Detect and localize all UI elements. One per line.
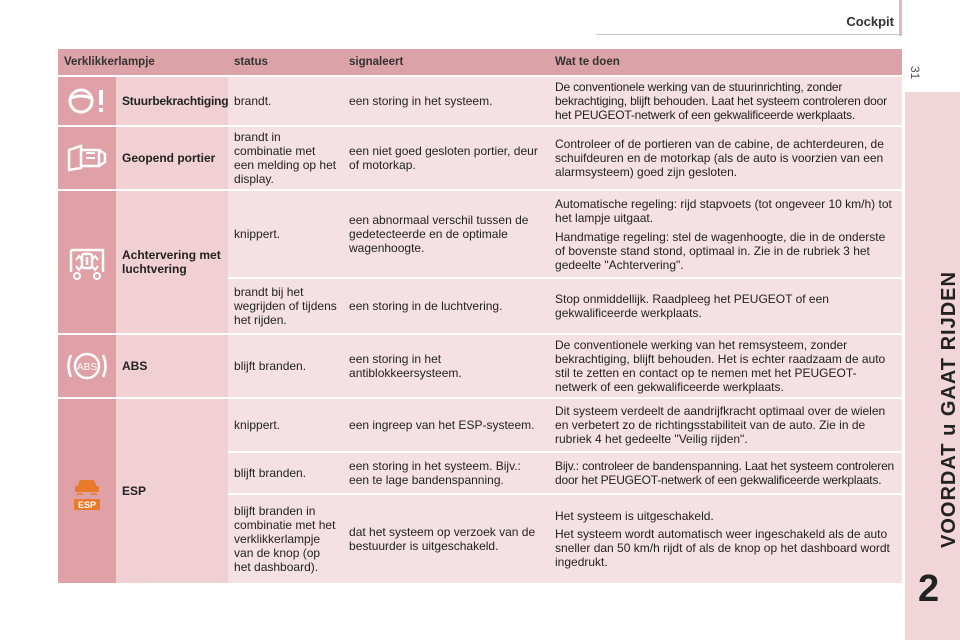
action-cell (549, 495, 902, 583)
header-signaleert: signaleert (343, 49, 549, 75)
signal-cell: een storing in het systeem. (343, 77, 549, 125)
header-accent-bar (899, 0, 902, 36)
status-cell: blijft branden. (228, 453, 343, 493)
status-cell: blijft branden in combinatie met het verklikkerlampje van de knop (op het dashboard). (228, 495, 343, 583)
action-cell: De conventionele werking van het remsysteem, zonder bekrachtiging, blijft behouden. Het is echter raadzaam de auto stil te zetten en contact op te nemen met het PEUGEOT-netwerk of een gekwalificeerde werkplaats. (549, 335, 902, 397)
light-name: Stuurbekrachtiging (116, 77, 228, 125)
abs-icon (65, 349, 109, 383)
icon-cell (58, 335, 116, 397)
table-row (58, 191, 902, 277)
signal-cell: een storing in het antiblokkeersysteem. (343, 335, 549, 397)
action-text: Het systeem is uitgeschakeld. (555, 509, 714, 523)
action-text: Handmatige regeling: stel de wagenhoogte, die in de onderste of bovenste stand stond, optimaal in. Zie in de rubriek 3 het gedeelte "Achtervering". (555, 229, 886, 272)
signal-cell: dat het systeem op verzoek van de bestuurder is uitgeschakeld. (343, 495, 549, 583)
header-wat-te-doen: Wat te doen (549, 49, 902, 75)
page-number: 31 (908, 66, 922, 80)
table-row (58, 399, 902, 451)
status-cell: knippert. (228, 399, 343, 451)
icon-cell (58, 77, 116, 125)
table-row (58, 127, 902, 189)
action-cell: De conventionele werking van de stuurinrichting, zonder bekrachtiging, blijft behouden. Laat het systeem controleren door het PEUGEOT-netwerk of een gekwalificeerde werkplaats. (549, 77, 902, 125)
chapter-title: VOORDAT u GAAT RIJDEN (938, 271, 960, 548)
table-header-row (58, 49, 902, 75)
header-status: status (228, 49, 343, 75)
signal-cell: een ingreep van het ESP-systeem. (343, 399, 549, 451)
light-name: Achtervering met luchtvering (116, 191, 228, 333)
esp-icon-text: ESP (77, 500, 97, 510)
status-cell: brandt bij het wegrijden of tijdens het rijden. (228, 279, 343, 333)
signal-cell: een storing in het systeem. Bijv.: een te lage bandenspanning. (343, 453, 549, 493)
action-cell: Bijv.: controleer de bandenspanning. Laat het systeem controleren door het PEUGEOT-netwerk of een gekwalificeerde werkplaats. (549, 453, 902, 493)
rear-suspension-icon (65, 242, 109, 282)
action-cell: Stop onmiddellijk. Raadpleeg het PEUGEOT of een gekwalificeerde werkplaats. (549, 279, 902, 333)
esp-icon (65, 471, 109, 511)
power-steering-icon (65, 86, 109, 116)
status-cell: brandt. (228, 77, 343, 125)
light-name: ESP (116, 399, 228, 583)
header-verklikkerlampje: Verklikkerlampje (58, 49, 228, 75)
abs-icon-text: ABS (76, 362, 98, 373)
action-cell (549, 191, 902, 277)
action-text: Het systeem wordt automatisch weer ingeschakeld als de auto sneller dan 50 km/h rijdt of als de knop op het dashboard wordt ingedrukt. (555, 527, 890, 569)
icon-cell (58, 191, 116, 333)
table-row (58, 77, 902, 125)
action-cell: Dit systeem verdeelt de aandrijfkracht optimaal over de wielen en verbetert zo de richtingsstabiliteit van de auto. Zie in de rubriek 4 het gedeelte "Veilig rijden". (549, 399, 902, 451)
signal-cell: een storing in de luchtvering. (343, 279, 549, 333)
signal-cell: een niet goed gesloten portier, deur of motorkap. (343, 127, 549, 189)
status-cell: knippert. (228, 191, 343, 277)
open-door-icon (65, 142, 109, 174)
header-rule (596, 34, 900, 35)
warning-lights-table (58, 47, 902, 585)
chapter-number: 2 (918, 568, 940, 610)
section-title: Cockpit (846, 14, 894, 29)
status-cell: blijft branden. (228, 335, 343, 397)
table-row (58, 335, 902, 397)
status-cell: brandt in combinatie met een melding op het display. (228, 127, 343, 189)
action-cell: Controleer of de portieren van de cabine, de achterdeuren, de schuifdeuren en de motorkap (als de auto is voorzien van een alarmsysteem) goed zijn gesloten. (549, 127, 902, 189)
icon-cell (58, 399, 116, 583)
light-name: Geopend portier (116, 127, 228, 189)
action-text: Automatische regeling: rijd stapvoets (tot ongeveer 10 km/h) tot het lampje uitgaat. (555, 196, 892, 225)
icon-cell (58, 127, 116, 189)
light-name: ABS (116, 335, 228, 397)
signal-cell: een abnormaal verschil tussen de gedetecteerde en de optimale wagenhoogte. (343, 191, 549, 277)
